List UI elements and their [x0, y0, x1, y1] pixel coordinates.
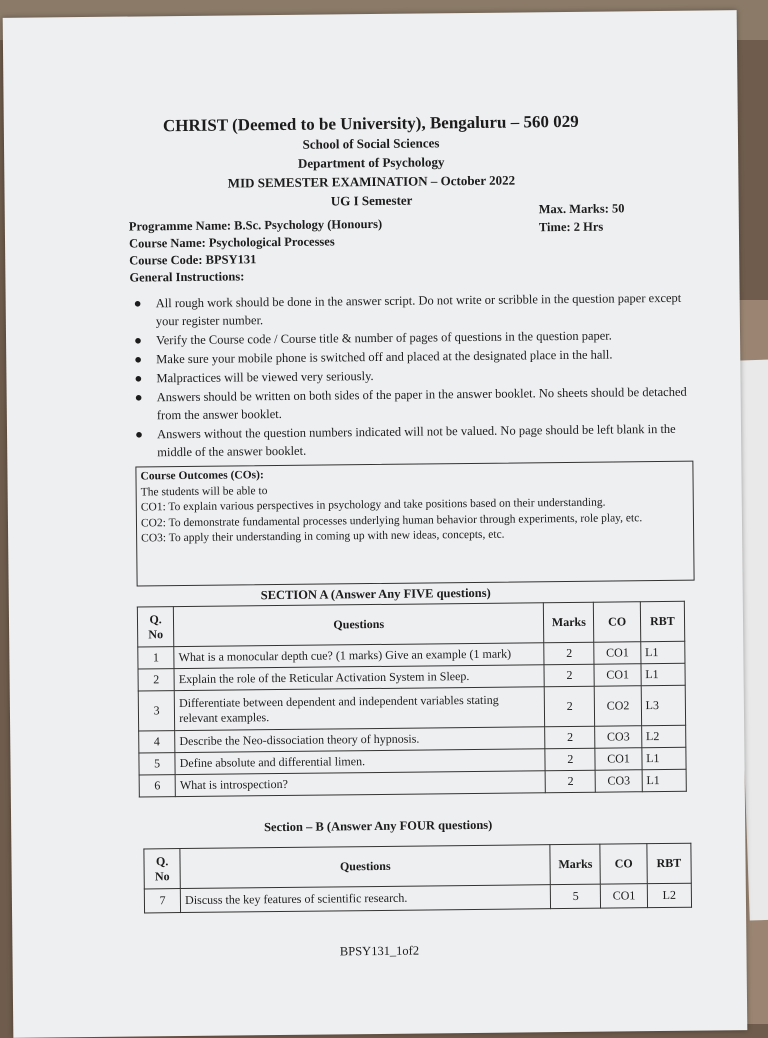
col-co: CO — [594, 602, 641, 642]
course-code: Course Code: BPSY131 — [129, 252, 257, 268]
instruction-item: ● Verify the Course code / Course title & number of pages of questions in the question paper. — [134, 326, 694, 350]
general-instructions-label: General Instructions: — [129, 269, 245, 285]
page-footer: BPSY131_1of2 — [339, 943, 420, 959]
university-title: CHRIST (Deemed to be University), Bengaluru – 560 029 — [162, 111, 579, 136]
table-header-row — [144, 843, 691, 889]
col-co: CO — [600, 844, 647, 884]
q-rbt: L3 — [641, 685, 686, 725]
q-marks: 5 — [550, 884, 601, 909]
q-number: 7 — [144, 889, 180, 913]
col-rbt: RBT — [640, 601, 685, 641]
instruction-item: ● Answers without the question numbers indicated will not be valued. No page should be left blank in the middle of the answer booklet. — [135, 420, 695, 462]
exam-title: MID SEMESTER EXAMINATION – October 2022 — [227, 172, 516, 191]
q-text: Explain the role of the Reticular Activation System in Sleep. — [174, 665, 544, 691]
col-qno: Q. No — [144, 849, 181, 889]
instruction-item: ● Answers should be written on both sides of the paper in the answer booklet. No sheets should be detached from the answer booklet. — [135, 383, 695, 425]
course-name: Course Name: Psychological Processes — [128, 234, 335, 251]
q-rbt: L1 — [641, 663, 686, 685]
course-outcome-1: CO1: To explain various perspectives in psychology and take positions based on their understanding. — [140, 496, 606, 514]
q-number: 4 — [139, 731, 175, 753]
instruction-item: ● Make sure your mobile phone is switched off and placed at the designated place in the hall. — [134, 345, 694, 369]
q-rbt: L1 — [642, 747, 687, 769]
q-marks: 2 — [544, 664, 594, 687]
q-co: CO2 — [595, 686, 642, 726]
department-name: Department of Psychology — [297, 154, 445, 171]
q-co: CO3 — [596, 770, 642, 792]
col-questions: Questions — [174, 603, 544, 647]
time-allowed: Time: 2 Hrs — [538, 219, 604, 235]
q-co: CO3 — [595, 726, 641, 748]
section-a-table — [137, 601, 687, 798]
col-marks: Marks — [544, 602, 595, 643]
instruction-item: ● All rough work should be done in the answer script. Do not write or scribble in the question paper except your register number. — [134, 289, 694, 331]
q-number: 2 — [138, 669, 174, 691]
school-name: School of Social Sciences — [302, 135, 440, 152]
q-marks: 2 — [545, 770, 595, 793]
q-rbt: L1 — [640, 641, 685, 663]
course-outcome-2: CO2: To demonstrate fundamental processes underlying human behavior through experiments, role play, etc. — [140, 511, 643, 529]
exam-paper — [3, 10, 748, 1038]
table-header-row — [137, 601, 684, 647]
q-rbt: L2 — [641, 725, 686, 747]
course-outcomes-intro: The students will be able to — [140, 484, 268, 498]
col-marks: Marks — [550, 844, 601, 885]
table-row — [138, 685, 685, 731]
q-text: What is a monocular depth cue? (1 marks) Give an example (1 mark) — [174, 643, 544, 669]
q-co: CO1 — [595, 748, 641, 770]
q-text: Describe the Neo-dissociation theory of hypnosis. — [175, 727, 545, 753]
q-text: Differentiate between dependent and independent variables stating relevant examples. — [174, 687, 544, 731]
table-row — [144, 883, 691, 913]
semester: UG I Semester — [330, 192, 413, 209]
instructions-list — [134, 289, 696, 463]
q-co: CO1 — [601, 884, 647, 908]
q-text: Discuss the key features of scientific research. — [180, 885, 550, 913]
q-marks: 2 — [544, 686, 595, 727]
q-number: 5 — [139, 753, 175, 775]
q-number: 1 — [138, 647, 174, 669]
max-marks: Max. Marks: 50 — [538, 201, 625, 217]
q-text: What is introspection? — [175, 771, 545, 797]
col-rbt: RBT — [647, 843, 692, 883]
course-outcomes-title: Course Outcomes (COs): — [140, 469, 264, 483]
col-qno: Q. No — [137, 607, 174, 647]
programme-name: Programme Name: B.Sc. Psychology (Honours) — [128, 216, 383, 234]
q-marks: 2 — [544, 642, 594, 665]
course-outcome-3: CO3: To apply their understanding in coming up with new ideas, concepts, etc. — [141, 528, 505, 545]
q-rbt: L2 — [647, 883, 692, 907]
section-b-title: Section – B (Answer Any FOUR questions) — [263, 817, 493, 835]
q-marks: 2 — [545, 748, 595, 771]
col-questions: Questions — [180, 845, 550, 889]
q-number: 6 — [139, 775, 175, 797]
instruction-item: ● Malpractices will be viewed very seriously. — [134, 364, 694, 388]
section-a-title: SECTION A (Answer Any FIVE questions) — [260, 585, 491, 603]
table-row — [139, 769, 686, 797]
q-rbt: L1 — [642, 769, 687, 791]
course-outcomes-box — [135, 461, 694, 587]
q-marks: 2 — [545, 726, 595, 749]
section-b-table — [143, 843, 692, 914]
q-number: 3 — [138, 691, 175, 731]
q-co: CO1 — [594, 642, 640, 664]
q-text: Define absolute and differential limen. — [175, 749, 545, 775]
q-co: CO1 — [594, 664, 640, 686]
